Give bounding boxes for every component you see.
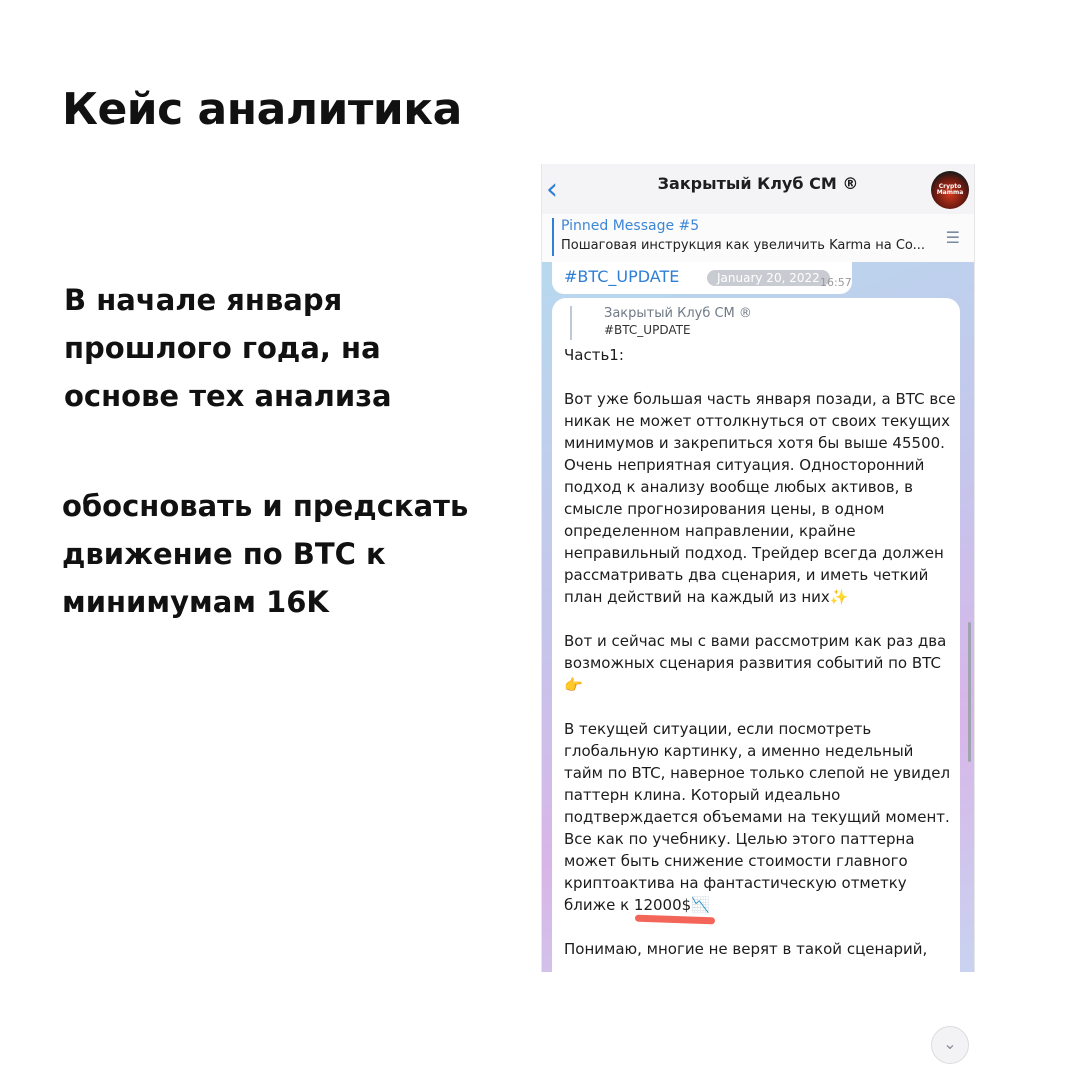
chat-area [542,262,974,1053]
channel-title[interactable]: Закрытый Клуб CM ® [657,174,859,193]
pinned-message-bar[interactable] [542,214,974,263]
chevron-down-icon[interactable]: ⌄ [931,1026,969,1064]
lead-text: В начале января прошлого года, на основе тех анализа [64,283,392,413]
date-badge: January 20, 2022 [707,270,830,286]
message-paragraph: Вот и сейчас мы с вами рассмотрим как раз два возможных сценария развития событий по BTC👉 [564,632,947,694]
message-paragraph: Вот уже большая часть января позади, а BTC все никак не может оттолкнуться от своих текущих минимумов и закрепиться хотя бы выше 45500. Очень неприятная ситуация. Односторонний подход к анализу вообще любых активов, в смысле прогнозирования цены, в одном определенном направлении, крайне неправильный подход. Трейдер всегда должен рассматривать два сценария, и иметь четкий план действий на каждый из них✨ [564,390,956,606]
forwarded-message [552,298,960,988]
previous-message [552,262,852,294]
lead-text-2: обосновать и предскать движение по BTC к минимумам 16K [62,489,469,619]
telegram-screenshot [541,164,975,1053]
page-title: Кейс аналитика [62,84,462,135]
pin-list-icon[interactable]: ☰ [945,228,960,247]
pinned-text: Пошаговая инструкция как увеличить Karma на Co... [561,238,926,253]
message-paragraph: В текущей ситуации, если посмотреть глобальную картинку, а именно недельный тайм по BTC, наверное только слепой не увидел паттерн клина. Который идеально подтверждается объемами на текущий момент. Все как по учебнику. Целью этого паттерна может быть снижение стоимости главного криптоактива на фантастическую отметку ближе к 12000$📉 [564,720,951,914]
forward-bar [570,306,572,340]
message-body [564,344,956,982]
message-time: 16:57 [820,276,852,289]
chevron-left-icon[interactable]: ‹ [546,172,558,207]
scrollbar[interactable] [968,622,971,762]
pin-accent-bar [552,218,554,256]
message-paragraph: Понимаю, многие не верят в такой сценарий, [564,940,928,958]
hashtag-link[interactable]: #BTC_UPDATE [564,267,680,286]
message-part: Часть1: [564,346,624,364]
channel-avatar[interactable] [931,171,969,209]
chat-navbar [542,164,974,214]
forward-tag: #BTC_UPDATE [604,323,691,337]
forward-source[interactable]: Закрытый Клуб CM ® [604,306,752,321]
pinned-title: Pinned Message #5 [561,218,700,234]
avatar-text: Crypto Mamma [936,183,964,196]
